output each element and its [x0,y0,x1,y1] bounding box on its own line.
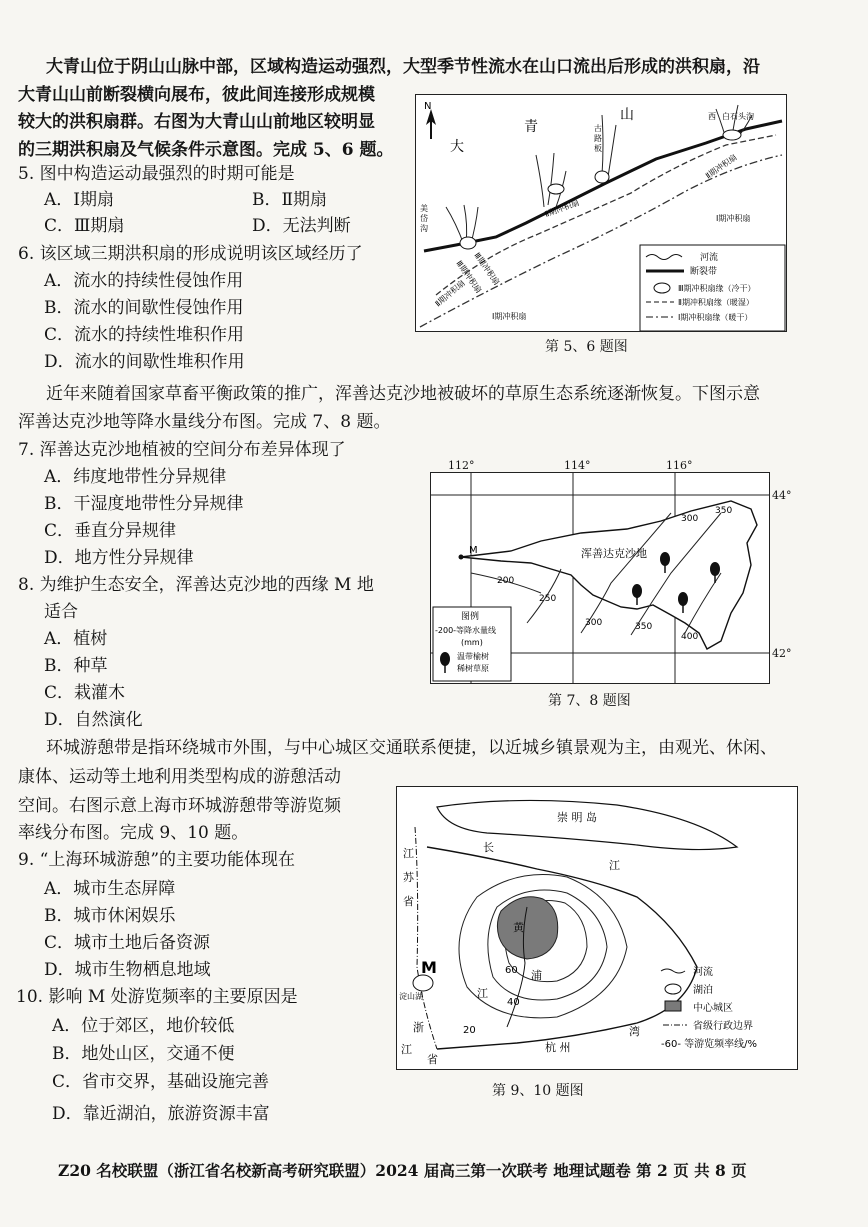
fan3-shape [595,171,609,183]
lon-116: 116° [666,459,693,472]
river-gulu [602,115,616,177]
q5-option-a[interactable]: A．Ⅰ期扇 [44,190,114,210]
legend-fan1: Ⅰ期冲积扇缘（暖干） [678,313,753,322]
q6-option-d[interactable]: D．流水的间歇性堆积作用 [44,352,245,372]
figure-hunshandake [430,472,770,684]
q8-option-c[interactable]: C．栽灌木 [44,683,126,703]
q6-option-b[interactable]: B．流水的间歇性侵蚀作用 [44,298,244,318]
q7-option-b[interactable]: B．干湿度地带性分异规律 [44,494,244,514]
label-dai: 岱 [420,214,428,223]
north-label: N [424,101,432,112]
legend-title: 图例 [461,612,480,622]
figure-9-10-caption: 第 9、10 题图 [492,1083,584,1099]
isoline-label: 400 [681,632,699,642]
q8-stem-line2: 适合 [44,602,78,622]
coastline [427,847,697,1049]
label-jiang2: 江 [477,987,488,1000]
daqingshan-map [416,95,786,331]
legend-fan3: Ⅲ期冲积扇缘（冷干） [678,284,756,293]
q8-option-a[interactable]: A．植树 [44,629,108,649]
m-point [459,555,464,560]
fan3-shape [460,237,476,249]
figure-shanghai-recreation [396,786,798,1070]
isoline-label: 200 [497,576,515,586]
lon-112: 112° [448,459,475,472]
s3-intro-line3: 空间。右图示意上海市环城游憩带等游览频 [18,796,341,816]
figure-7-8-caption: 第 7、8 题图 [548,693,631,709]
label-jiangsu-3: 省 [403,895,414,908]
legend-7-8 [433,607,511,681]
q9-option-d[interactable]: D．城市生物栖息地域 [44,960,211,980]
label-fan1-b: Ⅰ期冲积扇 [492,312,527,321]
q7-option-c[interactable]: C．垂直分异规律 [44,521,177,541]
region-label: 浑善达克沙地 [581,547,647,560]
chongming-island [437,800,737,849]
fan3-shape [548,184,564,194]
isoline-label-20: 20 [463,1025,476,1036]
label-wan: 湾 [629,1025,640,1038]
label-fan2-b: Ⅱ期冲积扇 [433,278,467,309]
s2-intro-line2: 浑善达克沙地等降水量线分布图。完成 7、8 题。 [18,412,391,432]
label-xi: 西 [708,112,716,121]
central-district [497,897,557,959]
label-hangzhou: 杭 州 [545,1041,571,1054]
legend-lake: 湖泊 [693,985,713,996]
m-label: M [469,545,478,556]
legend-isoline: -200-等降水量线 [435,626,497,635]
hunshandake-map [431,473,769,683]
q5-option-c[interactable]: C．Ⅲ期扇 [44,216,125,236]
s3-intro-line2: 康体、运动等土地利用类型构成的游憩活动 [18,767,341,787]
isoline-label: 350 [715,506,733,516]
label-fan1-a: Ⅰ期冲积扇 [716,214,751,223]
label-dianshan: 淀山湖 [399,992,423,1001]
label-jiangsu-1: 江 [403,847,414,860]
q8-option-d[interactable]: D．自然演化 [44,710,143,730]
north-arrow-icon [426,109,436,139]
label-sheng: 省 [427,1053,438,1066]
q5-option-d[interactable]: D．无法判断 [252,216,351,236]
q8-option-b[interactable]: B．种草 [44,656,108,676]
label-fan2-c: Ⅱ期冲积扇 [703,152,739,181]
q9-option-b[interactable]: B．城市休闲娱乐 [44,906,176,926]
isoline-label-40: 40 [507,997,520,1008]
label-lu: 路 [594,134,602,143]
q6-option-a[interactable]: A．流水的持续性侵蚀作用 [44,271,244,291]
label-da: 大 [450,139,464,155]
figure-5-6-caption: 第 5、6 题图 [545,339,628,355]
q9-option-c[interactable]: C．城市土地后备资源 [44,933,211,953]
legend-fan3-icon [654,283,670,293]
q8-stem-line1: 8. 为维护生态安全，浑善达克沙地的西缘 M 地 [18,575,374,595]
legend-fault: 断裂带 [690,267,718,277]
isoline-label: 300 [585,618,603,628]
isoline-label: 300 [681,514,699,524]
legend-river: 河流 [700,253,719,263]
label-fan3-a: Ⅲ期冲积扇 [454,258,484,295]
label-jiangsu-2: 苏 [403,871,414,884]
label-jiang1: 江 [609,859,620,872]
q9-stem: 9. “上海环城游憩”的主要功能体现在 [18,850,296,870]
label-gou: 沟 [420,224,428,233]
q10-option-d[interactable]: D．靠近湖泊，旅游资源丰富 [52,1104,270,1124]
legend-tree-label2: 稀树草原 [457,664,489,673]
s1-intro-line4: 的三期洪积扇及气候条件示意图。完成 5、6 题。 [18,140,394,160]
q7-stem: 7. 浑善达克沙地植被的空间分布差异体现了 [18,440,346,460]
legend-river-icon [661,969,685,973]
q10-option-a[interactable]: A．位于郊区，地价较低 [52,1016,235,1036]
q7-option-d[interactable]: D．地方性分异规律 [44,548,194,568]
s1-intro-line2: 大青山山前断裂横向展布，彼此间连接形成规模 [18,85,375,105]
label-zhe: 浙 [413,1021,424,1034]
fan3-shape [723,130,741,140]
legend-lake-icon [665,984,681,994]
q6-stem: 6. 该区域三期洪积扇的形成说明该区域经历了 [18,244,363,264]
s3-intro-line1: 环城游憩带是指环绕城市外围，与中心城区交通联系便捷，以近城乡镇景观为主，由观光、休闲、 [46,738,777,758]
m-label: M [421,958,437,977]
s3-intro-line4: 率线分布图。完成 9、10 题。 [18,823,249,843]
label-ban: 板 [594,144,602,153]
q5-stem: 5. 图中构造运动最强烈的时期可能是 [18,164,295,184]
q10-option-b[interactable]: B．地处山区，交通不便 [52,1044,235,1064]
label-qing: 青 [524,119,538,135]
legend-boundary: 省级行政边界 [693,1021,753,1032]
legend-isoline: -60- 等游览频率线/% [661,1039,757,1050]
q10-stem: 10. 影响 M 处游览频率的主要原因是 [16,987,298,1007]
q10-option-c[interactable]: C．省市交界，基础设施完善 [52,1072,270,1092]
q6-option-c[interactable]: C．流水的持续性堆积作用 [44,325,245,345]
shanghai-map [397,787,797,1069]
figure-daqingshan-fans [415,94,787,332]
province-boundary [415,827,437,1049]
legend-5-6 [640,245,785,331]
label-mei: 美 [420,204,428,213]
isoline-label: 250 [539,594,557,604]
river-mid [536,153,566,207]
label-fan3-b: Ⅲ期冲积扇 [472,250,502,287]
lat-44: 44° [772,489,792,502]
legend-unit: (mm) [461,638,483,647]
label-gu: 古 [594,124,602,133]
isoline-label: 350 [635,622,653,632]
s1-intro-line1: 大青山位于阴山山脉中部，区域构造运动强烈，大型季节性流水在山口流出后形成的洪积扇，沿 [46,57,760,77]
s2-intro-line1: 近年来随着国家草畜平衡政策的推广，浑善达克沙地被破坏的草原生态系统逐渐恢复。下图示意 [46,384,760,404]
legend-center: 中心城区 [693,1003,733,1014]
label-shan: 山 [620,107,634,123]
q5-option-b[interactable]: B．Ⅱ期扇 [252,190,328,210]
label-huangpu: 黄 [513,921,524,934]
label-fan2-a: Ⅱ期冲积扇 [543,198,581,219]
label-pu: 浦 [531,969,542,982]
page-footer: Z20 名校联盟（浙江省名校新高考研究联盟）2024 届高三第一次联考 地理试题卷 第 2 页 共 8 页 [58,1161,747,1180]
label-jiang3: 江 [401,1043,412,1056]
dianshan-lake [413,975,433,991]
q9-option-a[interactable]: A．城市生态屏障 [44,879,176,899]
lon-114: 114° [564,459,591,472]
s1-intro-line3: 较大的洪积扇群。右图为大青山山前地区较明显 [18,112,375,132]
label-baishitou: 白石头沟 [722,112,754,121]
q7-option-a[interactable]: A．纬度地带性分异规律 [44,467,227,487]
legend-river: 河流 [693,967,713,978]
isoline-label-60: 60 [505,965,518,976]
legend-9-10 [661,965,757,1050]
legend-fan2: Ⅱ期冲积扇缘（暖湿） [678,298,754,307]
label-chongming: 崇 明 岛 [557,811,597,824]
label-chang: 长 [483,841,494,854]
legend-tree-label1: 温带榆树 [457,652,489,661]
lat-42: 42° [772,647,792,660]
legend-center-icon [665,1001,681,1011]
